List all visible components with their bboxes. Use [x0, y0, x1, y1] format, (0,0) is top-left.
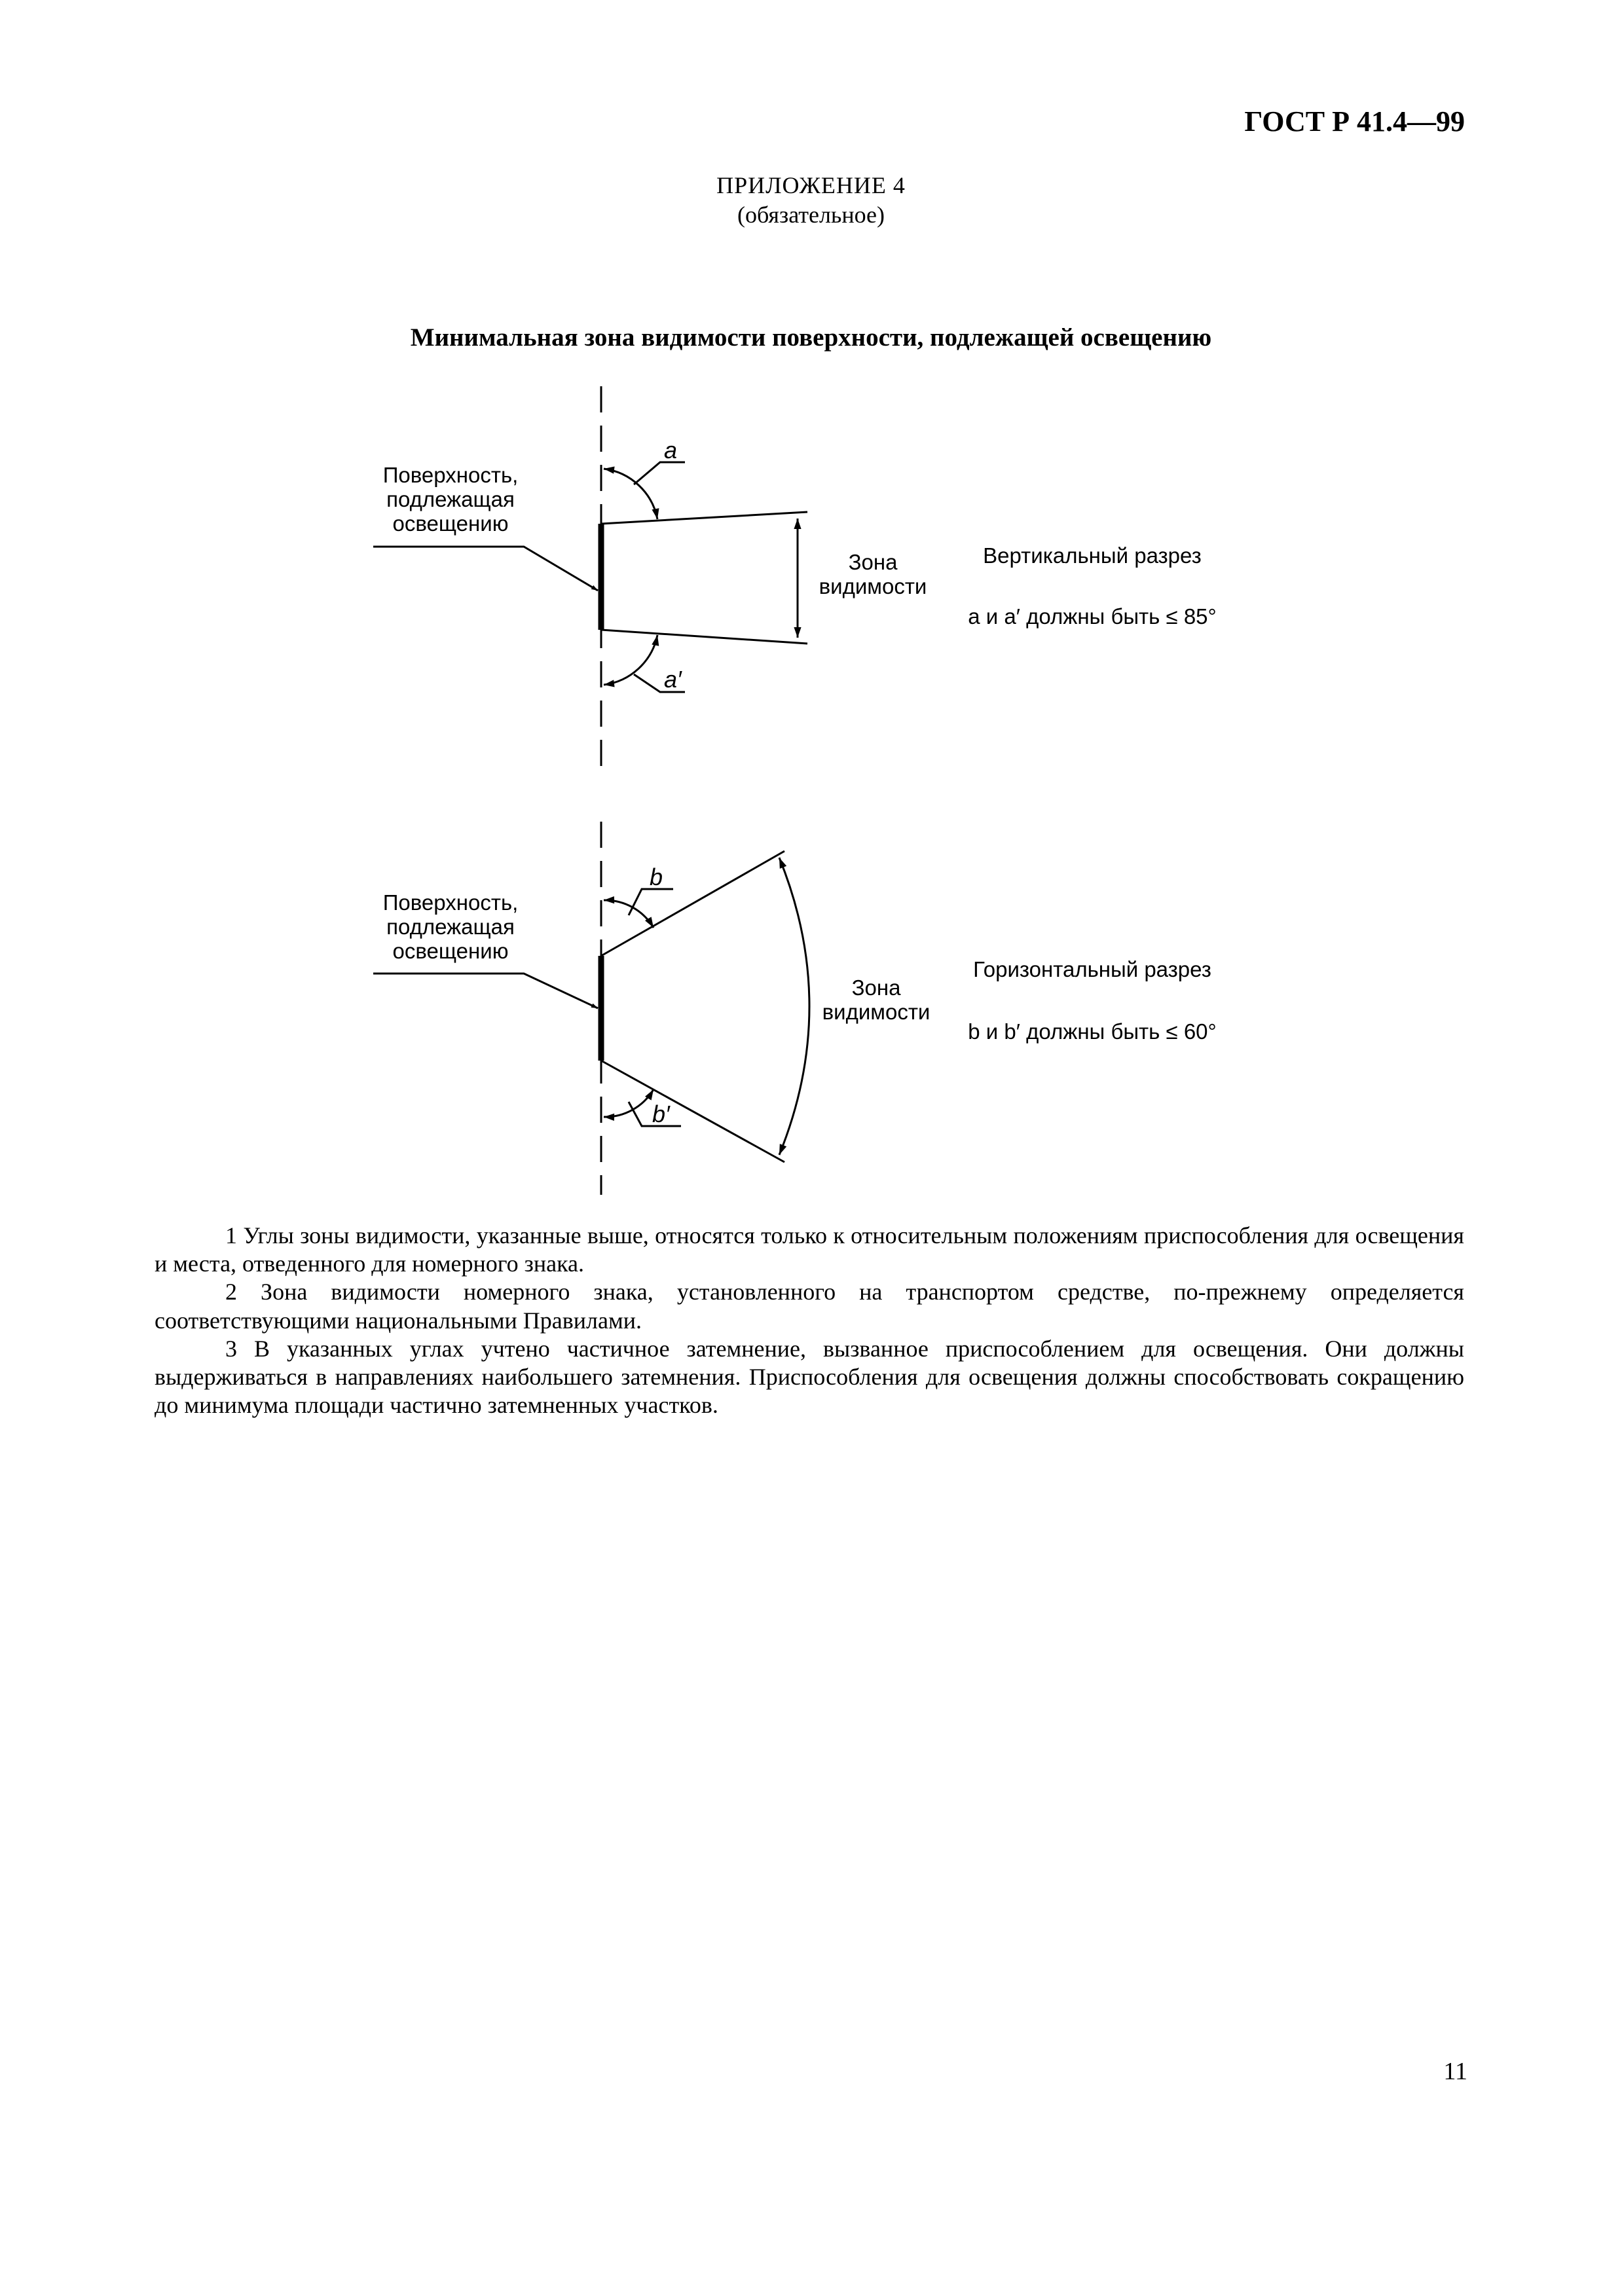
appendix-status: (обязательное)	[737, 202, 885, 228]
angle-a-prime-label: a′	[664, 666, 682, 693]
angle-b-label: b	[650, 864, 663, 890]
svg-text:Поверхность,: Поверхность,	[382, 463, 519, 487]
section-title-horizontal: Горизонтальный разрез	[973, 957, 1211, 981]
angle-a-leader	[634, 462, 685, 484]
svg-text:Поверхность,: Поверхность,	[382, 890, 519, 915]
svg-text:подлежащая: подлежащая	[386, 915, 515, 939]
svg-text:освещению: освещению	[392, 511, 509, 536]
horizontal-section-diagram	[373, 822, 1217, 1195]
page-number: 11	[1443, 2058, 1467, 2085]
condition-horizontal: b и b′ должны быть ≤ 60°	[968, 1019, 1217, 1044]
zone-arc-arrow	[779, 858, 809, 1155]
surface-leader-line-horizontal	[373, 974, 598, 1008]
surface-leader-line	[373, 547, 598, 591]
svg-text:Зона: Зона	[848, 550, 898, 574]
zone-label	[819, 550, 927, 598]
section-title-vertical: Вертикальный разрез	[983, 543, 1202, 568]
notes-section	[155, 1222, 1464, 1419]
document-title: Минимальная зона видимости поверхности, подлежащей освещению	[410, 323, 1212, 352]
zone-bottom-edge	[601, 630, 807, 644]
zone-upper-edge	[601, 851, 784, 956]
note-3: 3 В указанных углах учтено частичное затемнение, вызванное приспособлением для освещения. Они должны выдерживаться в направлениях наибольшего затемнения. Приспособления для освещения должны способствовать сокращению до минимума площади частично затемненных участков.	[155, 1335, 1464, 1419]
angle-a-prime-arc	[604, 635, 657, 685]
standard-code: ГОСТ Р 41.4—99	[1244, 105, 1465, 137]
angle-b-leader	[629, 889, 673, 915]
svg-text:Зона: Зона	[851, 975, 901, 1000]
appendix-label: ПРИЛОЖЕНИЕ 4	[716, 172, 906, 198]
note-2: 2 Зона видимости номерного знака, установленного на транспортом средстве, по-прежнему определяется соответствующими национальными Правилами.	[155, 1279, 1464, 1334]
svg-text:подлежащая: подлежащая	[386, 487, 515, 511]
svg-text:видимости: видимости	[819, 574, 927, 598]
surface-label-horizontal	[383, 890, 519, 963]
svg-text:видимости: видимости	[822, 1000, 931, 1024]
zone-label-horizontal	[822, 975, 931, 1024]
surface-label	[383, 463, 519, 536]
angle-b-prime-label: b′	[652, 1101, 670, 1127]
angle-a-arc	[604, 469, 657, 519]
condition-vertical: a и a′ должны быть ≤ 85°	[968, 604, 1217, 629]
vertical-section-diagram	[373, 386, 1217, 766]
angle-a-label: a	[664, 437, 678, 464]
svg-text:освещению: освещению	[392, 939, 509, 963]
note-1: 1 Углы зоны видимости, указанные выше, относятся только к относительным положениям приспособления для освещения и места, отведенного для номерного знака.	[155, 1222, 1464, 1277]
zone-top-edge	[601, 512, 807, 524]
